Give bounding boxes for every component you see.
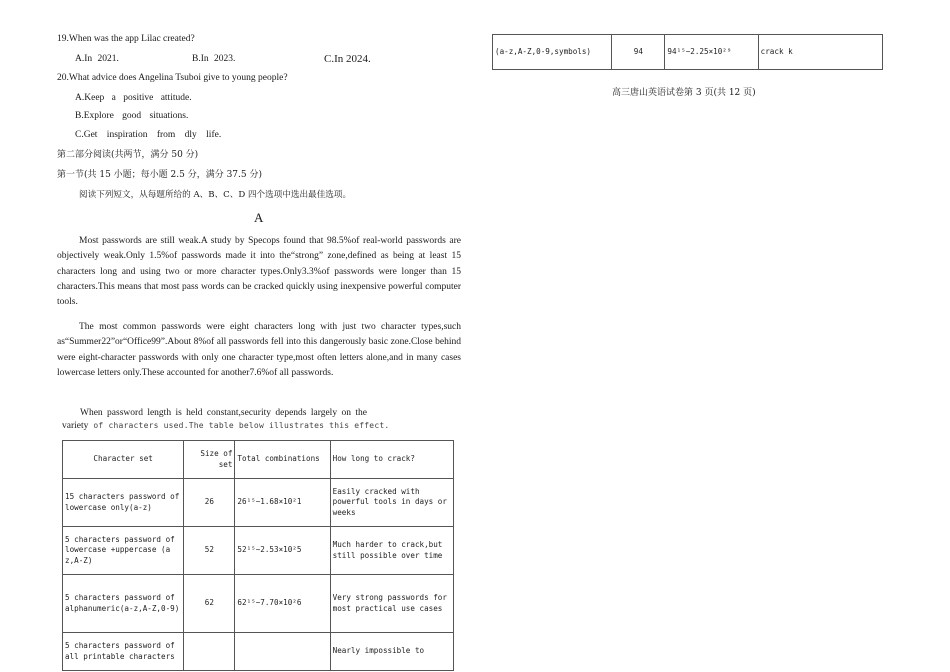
row4-crack-time: Nearly impossible to [330,633,453,671]
password-strength-table [62,440,454,671]
question-19-stem: 19.When was the app Lilac created? [57,34,195,44]
reading-instruction: 阅读下列短文，从每题所给的 A、B、C、D 四个选项中选出最佳选项。 [79,190,352,200]
question-20-option-b: B.Explore good situations. [75,111,189,121]
row3-character-set: 5 characters password of alphanumeric(a-z,A-Z,0-9) [63,575,184,633]
cont-character-set: (a-z,A-Z,0-9,symbols) [493,35,612,70]
question-20-stem: 20.What advice does Angelina Tsuboi give to young people? [57,73,288,83]
section1-heading: 第一节(共 15 小题；每小题 2.5 分，满分 37.5 分) [57,170,262,180]
page-footer: 高三唐山英语试卷第 3 页(共 12 页) [612,88,756,98]
passage-paragraph-3-line1: When password length is held constant,security depends largely on the [80,408,367,418]
row4-character-set: 5 characters password of all printable characters [63,633,184,671]
cont-size: 94 [612,35,665,70]
password-table-continuation [492,34,883,70]
table-row [63,479,454,527]
passage-label: A [254,210,264,225]
question-20-option-c: C.Get inspiration from dly life. [75,130,222,140]
row2-size: 52 [184,527,235,575]
header-size-of-set: Size of set [184,441,235,479]
question-20-option-a: A.Keep a positive attitude. [75,93,192,103]
passage-paragraph-1: Most passwords are still weak.A study by Specops found that 98.5%of real-world passwords are objectively weak.Only 1.5%of passwords made it into the“strong” zone,defined as being at least 15 characters long and using two or more character types.Only3.3%of passwords were longer than 15 characters.This means that most pass words can be cracked quickly using inexpensive powerful computer tools. [57,236,461,308]
row1-crack-time: Easily cracked with powerful tools in days or weeks [330,479,453,527]
table-row [63,633,454,671]
row3-crack-time: Very strong passwords for most practical use cases [330,575,453,633]
passage-paragraph-2: The most common passwords were eight characters long with just two character types,such as“Summer22”or“Office99”.About 8%of all passwords fell into this dangerously basic zone.Close behind were eight-character passwords with only one character type,most often letters alone,and in many cases lowercase letters only.These accounted for another7.6%of all passwords. [57,322,461,378]
row2-character-set: 5 characters password of lowercase +uppercase (a z,A-Z) [63,527,184,575]
part2-heading: 第二部分阅读(共两节，满分 50 分) [57,150,199,160]
question-19-option-c: C.In 2024. [324,53,371,65]
header-character-set: Character set [63,441,184,479]
table-header-row [63,441,454,479]
passage-paragraph-3-rest: of characters used.The table below illustrates this effect. [88,421,390,430]
cont-total: 94¹⁵~2.25×10²⁹ [665,35,758,70]
cont-crack-time: crack k [758,35,882,70]
question-19-option-b: B.In 2023. [192,54,236,64]
row1-size: 26 [184,479,235,527]
row3-total: 62¹⁵~7.70×10²6 [235,575,330,633]
passage-paragraph-3-line2 [62,420,389,432]
row1-character-set: 15 characters password of lowercase only(a-z) [63,479,184,527]
header-time-to-crack: How long to crack? [330,441,453,479]
header-total-combinations: Total combinations [235,441,330,479]
row2-total: 52¹⁵~2.53×10²5 [235,527,330,575]
row4-size [184,633,235,671]
row2-crack-time: Much harder to crack,but still possible over time [330,527,453,575]
table-row [63,527,454,575]
row4-total [235,633,330,671]
question-19-option-a: A.In 2021. [75,54,119,64]
emphasis-variety: variety [62,421,89,431]
row3-size: 62 [184,575,235,633]
row1-total: 26¹⁵~1.68×10²1 [235,479,330,527]
table-row [493,35,883,70]
table-row [63,575,454,633]
